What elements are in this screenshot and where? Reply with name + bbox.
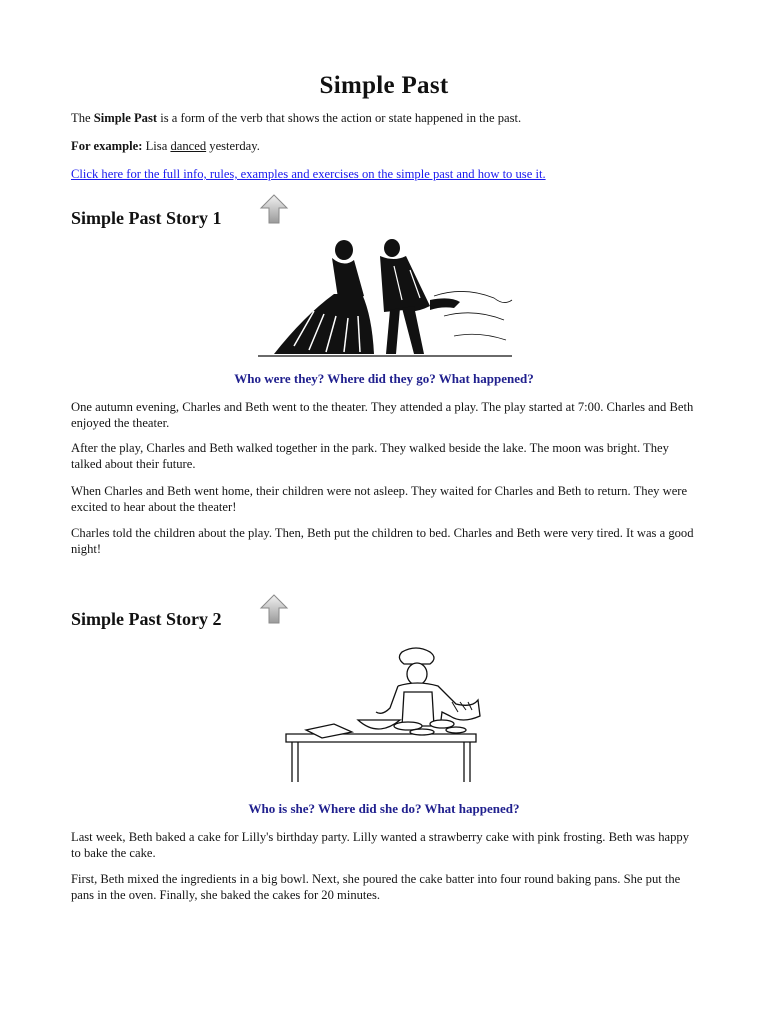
story1-paragraph-4: Charles told the children about the play. Then, Beth put the children to bed. Charles and Beth were very tired. It was a good night! [71, 526, 694, 556]
back-to-top-arrow-icon[interactable] [259, 193, 289, 225]
example-text-before: Lisa [142, 139, 171, 153]
baker-illustration [282, 646, 484, 784]
story1-paragraph-3: When Charles and Beth went home, their children were not asleep. They waited for Charles and Beth to return. They were excited to hear about the theater! [71, 484, 688, 514]
example-underlined-verb: danced [170, 139, 207, 153]
example-paragraph [71, 139, 701, 155]
full-info-link-line [71, 167, 701, 183]
story2-paragraph-2: First, Beth mixed the ingredients in a big bowl. Next, she poured the cake batter into four round baking pans. She put the pans in the oven. Finally, she baked the cakes for 20 minutes. [71, 872, 681, 902]
story2-paragraph-1: Last week, Beth baked a cake for Lilly's birthday party. Lilly wanted a strawberry cake with pink frosting. Beth was happy to bake the cake. [71, 830, 690, 860]
story1-heading: Simple Past Story 1 [71, 208, 222, 228]
intro-text-before: The [71, 111, 94, 125]
intro-paragraph [71, 111, 701, 127]
couple-illustration [254, 236, 516, 364]
story1-question: Who were they? Where did they go? What happened? [234, 371, 534, 386]
story2-heading: Simple Past Story 2 [71, 609, 222, 629]
story2-question: Who is she? Where did she do? What happened? [248, 801, 520, 816]
intro-text-after: is a form of the verb that shows the action or state happened in the past. [157, 111, 522, 125]
story1-paragraph-2: After the play, Charles and Beth walked together in the park. They walked beside the lake. The moon was bright. They talked about their future. [71, 441, 669, 471]
example-text-after: yesterday. [206, 139, 260, 153]
intro-bold-term: Simple Past [93, 111, 158, 125]
story1-paragraph-1: One autumn evening, Charles and Beth went to the theater. They attended a play. The play started at 7:00. Charles and Beth enjoyed the theater. [71, 400, 694, 430]
example-label: For example: [71, 139, 143, 153]
full-info-link[interactable]: Click here for the full info, rules, examples and exercises on the simple past and how to use it. [71, 167, 546, 181]
back-to-top-arrow-icon[interactable] [259, 593, 289, 625]
page-title: Simple Past [319, 72, 449, 99]
